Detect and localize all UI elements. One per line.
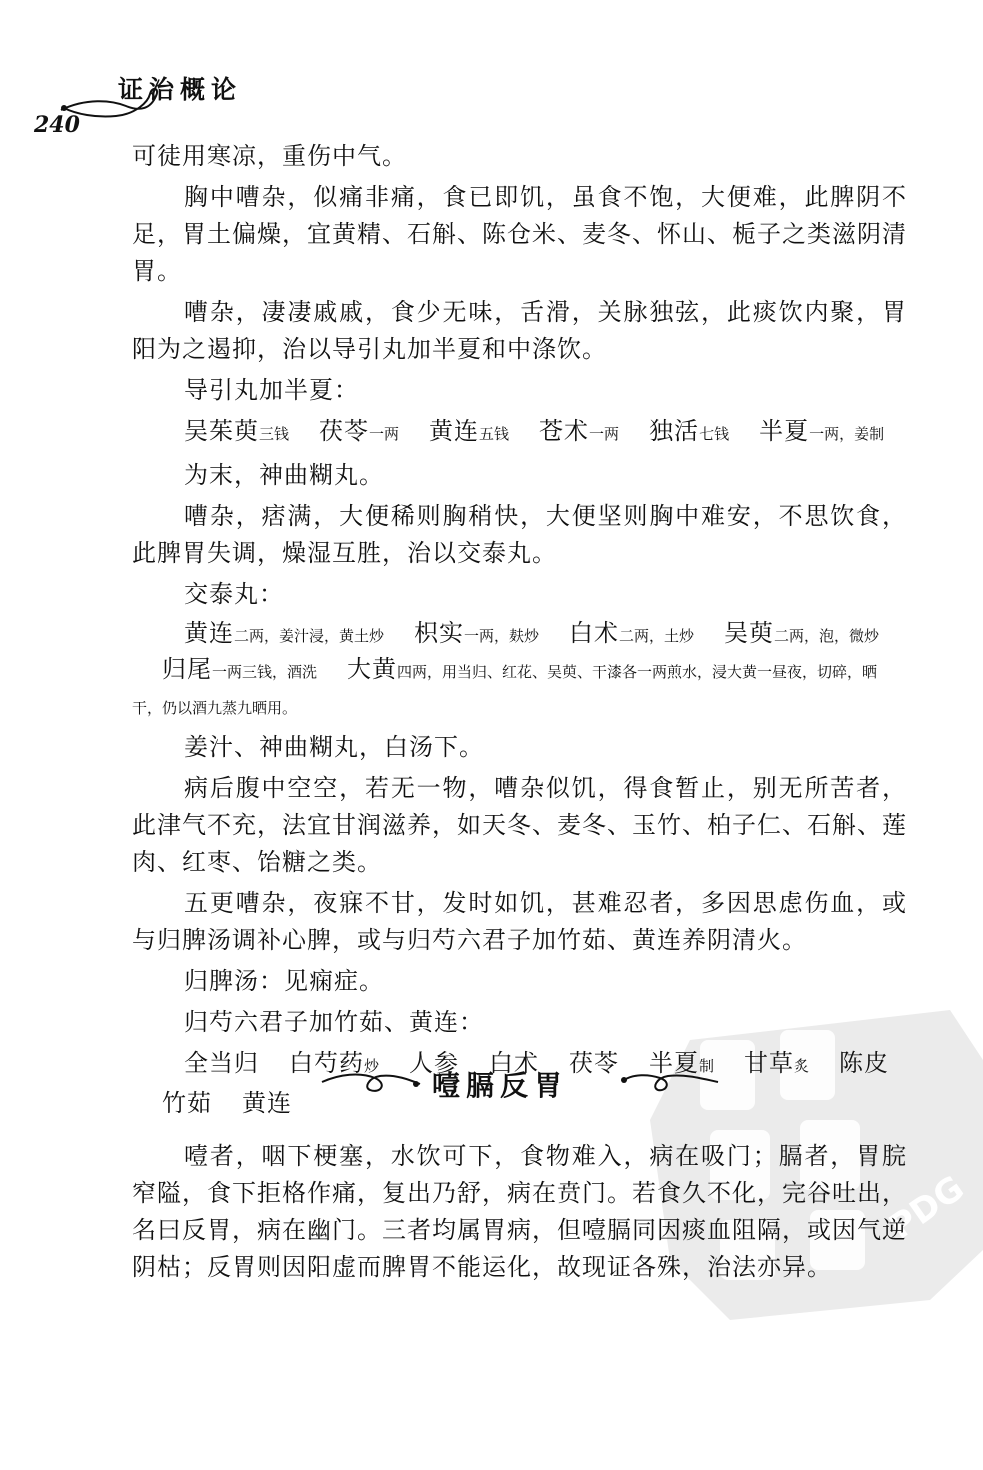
herb: 黄连 xyxy=(184,619,234,647)
paragraph: 归脾汤：见痫症。 xyxy=(184,967,384,995)
paragraph: 姜汁、神曲糊丸，白汤下。 xyxy=(184,733,484,761)
herb: 独活 xyxy=(649,417,700,445)
section-heading xyxy=(320,1060,720,1110)
page-number: 240 xyxy=(34,112,80,138)
herb-dose: 三钱 xyxy=(259,425,290,443)
paragraph: 胸中嘈杂，似痛非痛，食已即饥，虽食不饱，大便难，此脾阴不足，胃土偏燥，宜黄精、石斛、陈仓米、麦冬、怀山、栀子之类滋阴清胃。 xyxy=(132,183,907,285)
herb: 半夏 xyxy=(649,1049,700,1077)
prescription-jiaotai xyxy=(132,617,907,725)
herb-dose: 五钱 xyxy=(479,425,510,443)
section-body xyxy=(132,1138,907,1290)
herb: 甘草 xyxy=(744,1049,795,1077)
herb: 全当归 xyxy=(184,1049,259,1077)
herb: 吴茱萸 xyxy=(184,417,259,445)
herb: 陈皮 xyxy=(839,1049,890,1077)
herb-dose: 炒 xyxy=(364,1057,380,1075)
page-body xyxy=(132,138,907,1129)
paragraph: 五更嘈杂，夜寐不甘，发时如饥，甚难忍者，多因思虑伤血，或与归脾汤调补心脾，或与归芍六君子加竹茹、黄连养阴清火。 xyxy=(132,889,907,954)
formula-heading: 导引丸加半夏： xyxy=(184,376,359,404)
paragraph: 可徒用寒凉，重伤中气。 xyxy=(132,142,407,170)
herb: 白术 xyxy=(569,619,620,647)
herb-dose: 一两三钱，酒洗 xyxy=(212,663,318,681)
paragraph: 噎者，咽下梗塞，水饮可下，食物难入，病在吸门；膈者，胃脘窄隘，食下拒格作痛，复出乃舒，病在贲门。若食久不化，完谷吐出，名曰反胃，病在幽门。三者均属胃病，但噎膈同因痰血阻隔，或因气逆阴枯；反胃则因阳虚而脾胃不能运化，故现证各殊，治法亦异。 xyxy=(132,1142,907,1281)
herb-dose: 一两，姜制 xyxy=(809,425,885,443)
herb: 白术 xyxy=(489,1049,540,1077)
herb: 白芍药 xyxy=(289,1049,364,1077)
herb: 苍术 xyxy=(539,417,590,445)
paragraph: 病后腹中空空，若无一物，嘈杂似饥，得食暂止，别无所苦者，此津气不充，法宜甘润滋养，如天冬、麦冬、玉竹、柏子仁、石斛、莲肉、红枣、饴糖之类。 xyxy=(132,774,907,876)
section-title: 噎膈反胃 xyxy=(432,1069,569,1102)
herb-dose: 一两 xyxy=(589,425,620,443)
paragraph: 嘈杂，凄凄戚戚，食少无味，舌滑，关脉独弦，此痰饮内聚，胃阳为之遏抑，治以导引丸加半夏和中涤饮。 xyxy=(132,298,907,363)
herb-dose: 七钱 xyxy=(699,425,730,443)
left-ornament-icon xyxy=(320,1066,424,1096)
herb-dose: 一两，麸炒 xyxy=(464,627,540,645)
watermark-text: PDG xyxy=(882,1168,972,1248)
herb: 黄连 xyxy=(429,417,480,445)
herb: 茯苓 xyxy=(319,417,370,445)
formula-heading: 交泰丸： xyxy=(184,580,284,608)
herb: 大黄 xyxy=(347,655,398,683)
herb: 半夏 xyxy=(759,417,810,445)
herb: 归尾 xyxy=(162,655,212,683)
herb: 竹茹 xyxy=(162,1089,212,1117)
herb: 吴萸 xyxy=(724,619,775,647)
herb-dose: 四两，用当归、红花、吴萸、干漆各一两煎水，浸大黄一昼夜，切碎，晒干，仍以酒九蒸九晒用。 xyxy=(132,663,878,717)
herb: 人参 xyxy=(409,1049,460,1077)
paragraph: 嘈杂，痞满，大便稀则胸稍快，大便坚则胸中难安，不思饮食，此脾胃失调，燥湿互胜，治以交泰丸。 xyxy=(132,502,907,567)
herb-dose: 二两，姜汁浸，黄土炒 xyxy=(234,627,385,645)
paragraph: 为末，神曲糊丸。 xyxy=(184,461,384,489)
herb-dose: 炙 xyxy=(794,1057,810,1075)
herb-dose: 制 xyxy=(699,1057,715,1075)
running-title: 证治概论 xyxy=(118,75,243,104)
herb: 茯苓 xyxy=(569,1049,620,1077)
herb-dose: 一两 xyxy=(369,425,400,443)
herb: 黄连 xyxy=(242,1089,292,1117)
right-ornament-icon xyxy=(620,1066,720,1096)
herb-dose: 二两，泡，微炒 xyxy=(774,627,880,645)
prescription-daoyin xyxy=(132,413,907,453)
formula-heading: 归芍六君子加竹茹、黄连： xyxy=(184,1008,484,1036)
herb: 枳实 xyxy=(414,619,465,647)
herb-dose: 二两，土炒 xyxy=(619,627,695,645)
